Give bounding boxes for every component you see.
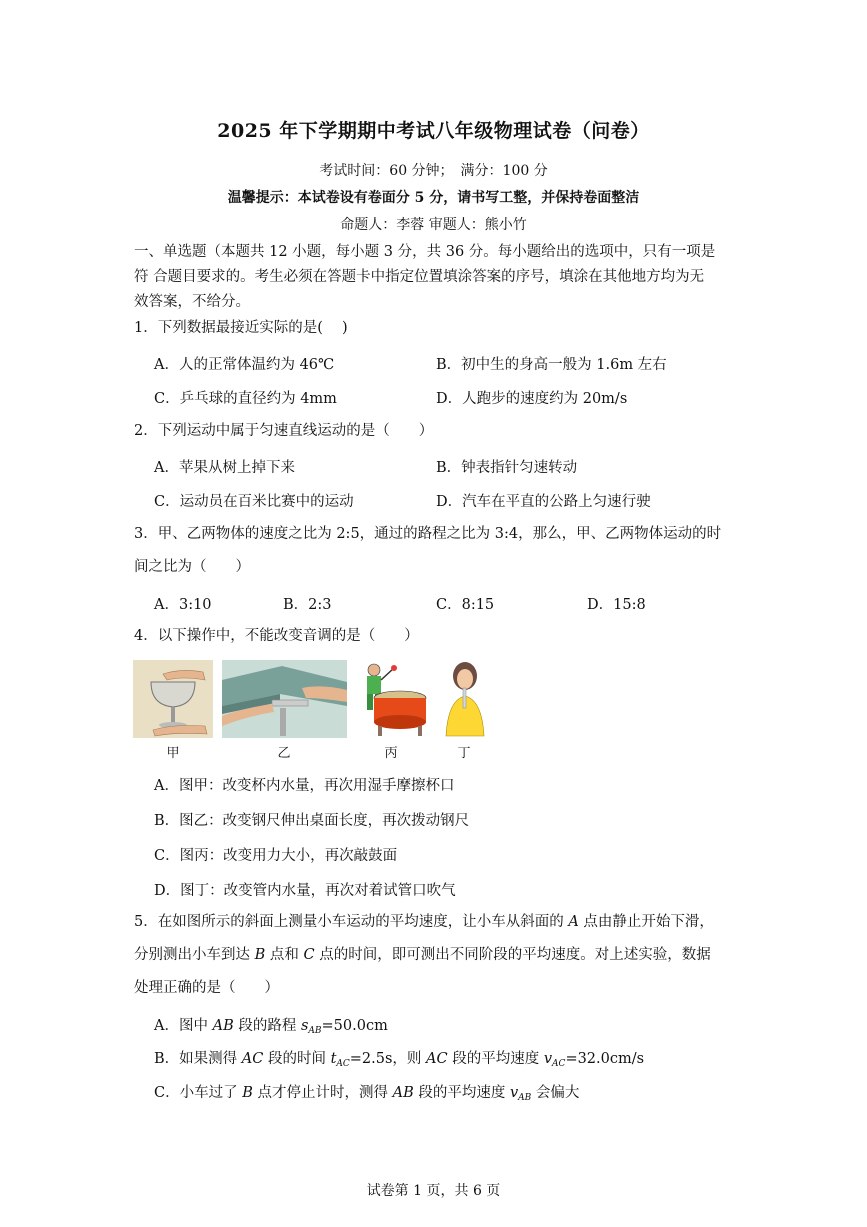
q2-option-c: C．运动员在百米比赛中的运动 [154,494,354,510]
figure-ding-test-tube [440,660,490,738]
q2-option-d: D．汽车在平直的公路上匀速行驶 [436,494,651,510]
q3-stem-line1: 3．甲、乙两物体的速度之比为 2:5，通过的路程之比为 3:4，那么，甲、乙两物体运动的时 [134,526,722,542]
q5-option-c: C．小车过了 B 点才停止计时，测得 AB 段的平均速度 $v_{AB}$ 会偏大 [154,1085,580,1103]
q4-option-c: C．图丙：改变用力大小，再次敲鼓面 [154,848,398,864]
tip: 温馨提示：本试卷设有卷面分 5 分，请书写工整，并保持卷面整洁 [227,190,640,206]
q2-option-a: A．苹果从树上掉下来 [154,460,295,476]
q4-stem: 4．以下操作中，不能改变音调的是（ ） [134,628,419,644]
q1-stem: 1．下列数据最接近实际的是( ) [134,320,348,336]
section1-line2: 符 合题目要求的。考生必须在答题卡中指定位置填涂答案的序号，填涂在其他地方均为无 [134,269,705,285]
q5-stem-line3: 处理正确的是（ ） [134,980,279,996]
figure-caption-ding: 丁 [457,746,471,761]
q5-stem-line2: 分别测出小车到达 B 点和 C 点的时间，即可测出不同阶段的平均速度。对上述实验，数据 [134,947,711,963]
q5-stem-line1: 5．在如图所示的斜面上测量小车运动的平均速度，让小车从斜面的 A 点由静止开始下滑， [134,914,714,930]
q5-option-b: B．如果测得 AC 段的时间 $t_{AC}=2.5s$，则 AC 段的平均速度 $v_{AC}=32.0cm/s$ [154,1051,645,1069]
figure-caption-yi: 乙 [277,746,291,761]
q1-option-c: C．乒乓球的直径约为 4mm [154,391,337,407]
exam-info: 考试时间：60 分钟； 满分：100 分 [319,163,548,179]
section1-line3: 效答案，不给分。 [134,294,250,310]
q1-option-d: D．人跑步的速度约为 20m/s [436,391,628,407]
figure-yi-ruler [222,660,347,738]
q1-option-b: B．初中生的身高一般为 1.6m 左右 [436,357,667,373]
page-title: 2025 年下学期期中考试八年级物理试卷（问卷） [217,120,650,142]
q4-option-a: A．图甲：改变杯内水量，再次用湿手摩擦杯口 [154,778,455,794]
figure-jia-wine-glass [133,660,213,738]
q3-option-d: D．15:8 [587,597,646,613]
q3-option-b: B．2:3 [283,597,332,613]
section1-line1: 一、单选题（本题共 12 小题，每小题 3 分，共 36 分。每小题给出的选项中，只有一项是 [134,244,716,260]
q5-option-a: A．图中 AB 段的路程 $s_{AB}=50.0cm$ [154,1018,388,1036]
q1-option-a: A．人的正常体温约为 46℃ [154,357,335,373]
q2-stem: 2．下列运动中属于匀速直线运动的是（ ） [134,423,434,439]
page-footer: 试卷第 1 页，共 6 页 [366,1183,501,1199]
figure-bing-drum [350,660,430,738]
q3-stem-line2: 间之比为（ ） [134,559,250,575]
q3-option-c: C．8:15 [436,597,495,613]
q2-option-b: B．钟表指针匀速转动 [436,460,578,476]
authors: 命题人：李蓉 审题人：熊小竹 [340,217,527,233]
figure-caption-bing: 丙 [384,746,398,761]
q4-option-d: D．图丁：改变管内水量，再次对着试管口吹气 [154,883,456,899]
figure-caption-jia: 甲 [166,746,180,761]
q4-option-b: B．图乙：改变钢尺伸出桌面长度，再次拨动钢尺 [154,813,470,829]
q3-option-a: A．3:10 [154,597,212,613]
